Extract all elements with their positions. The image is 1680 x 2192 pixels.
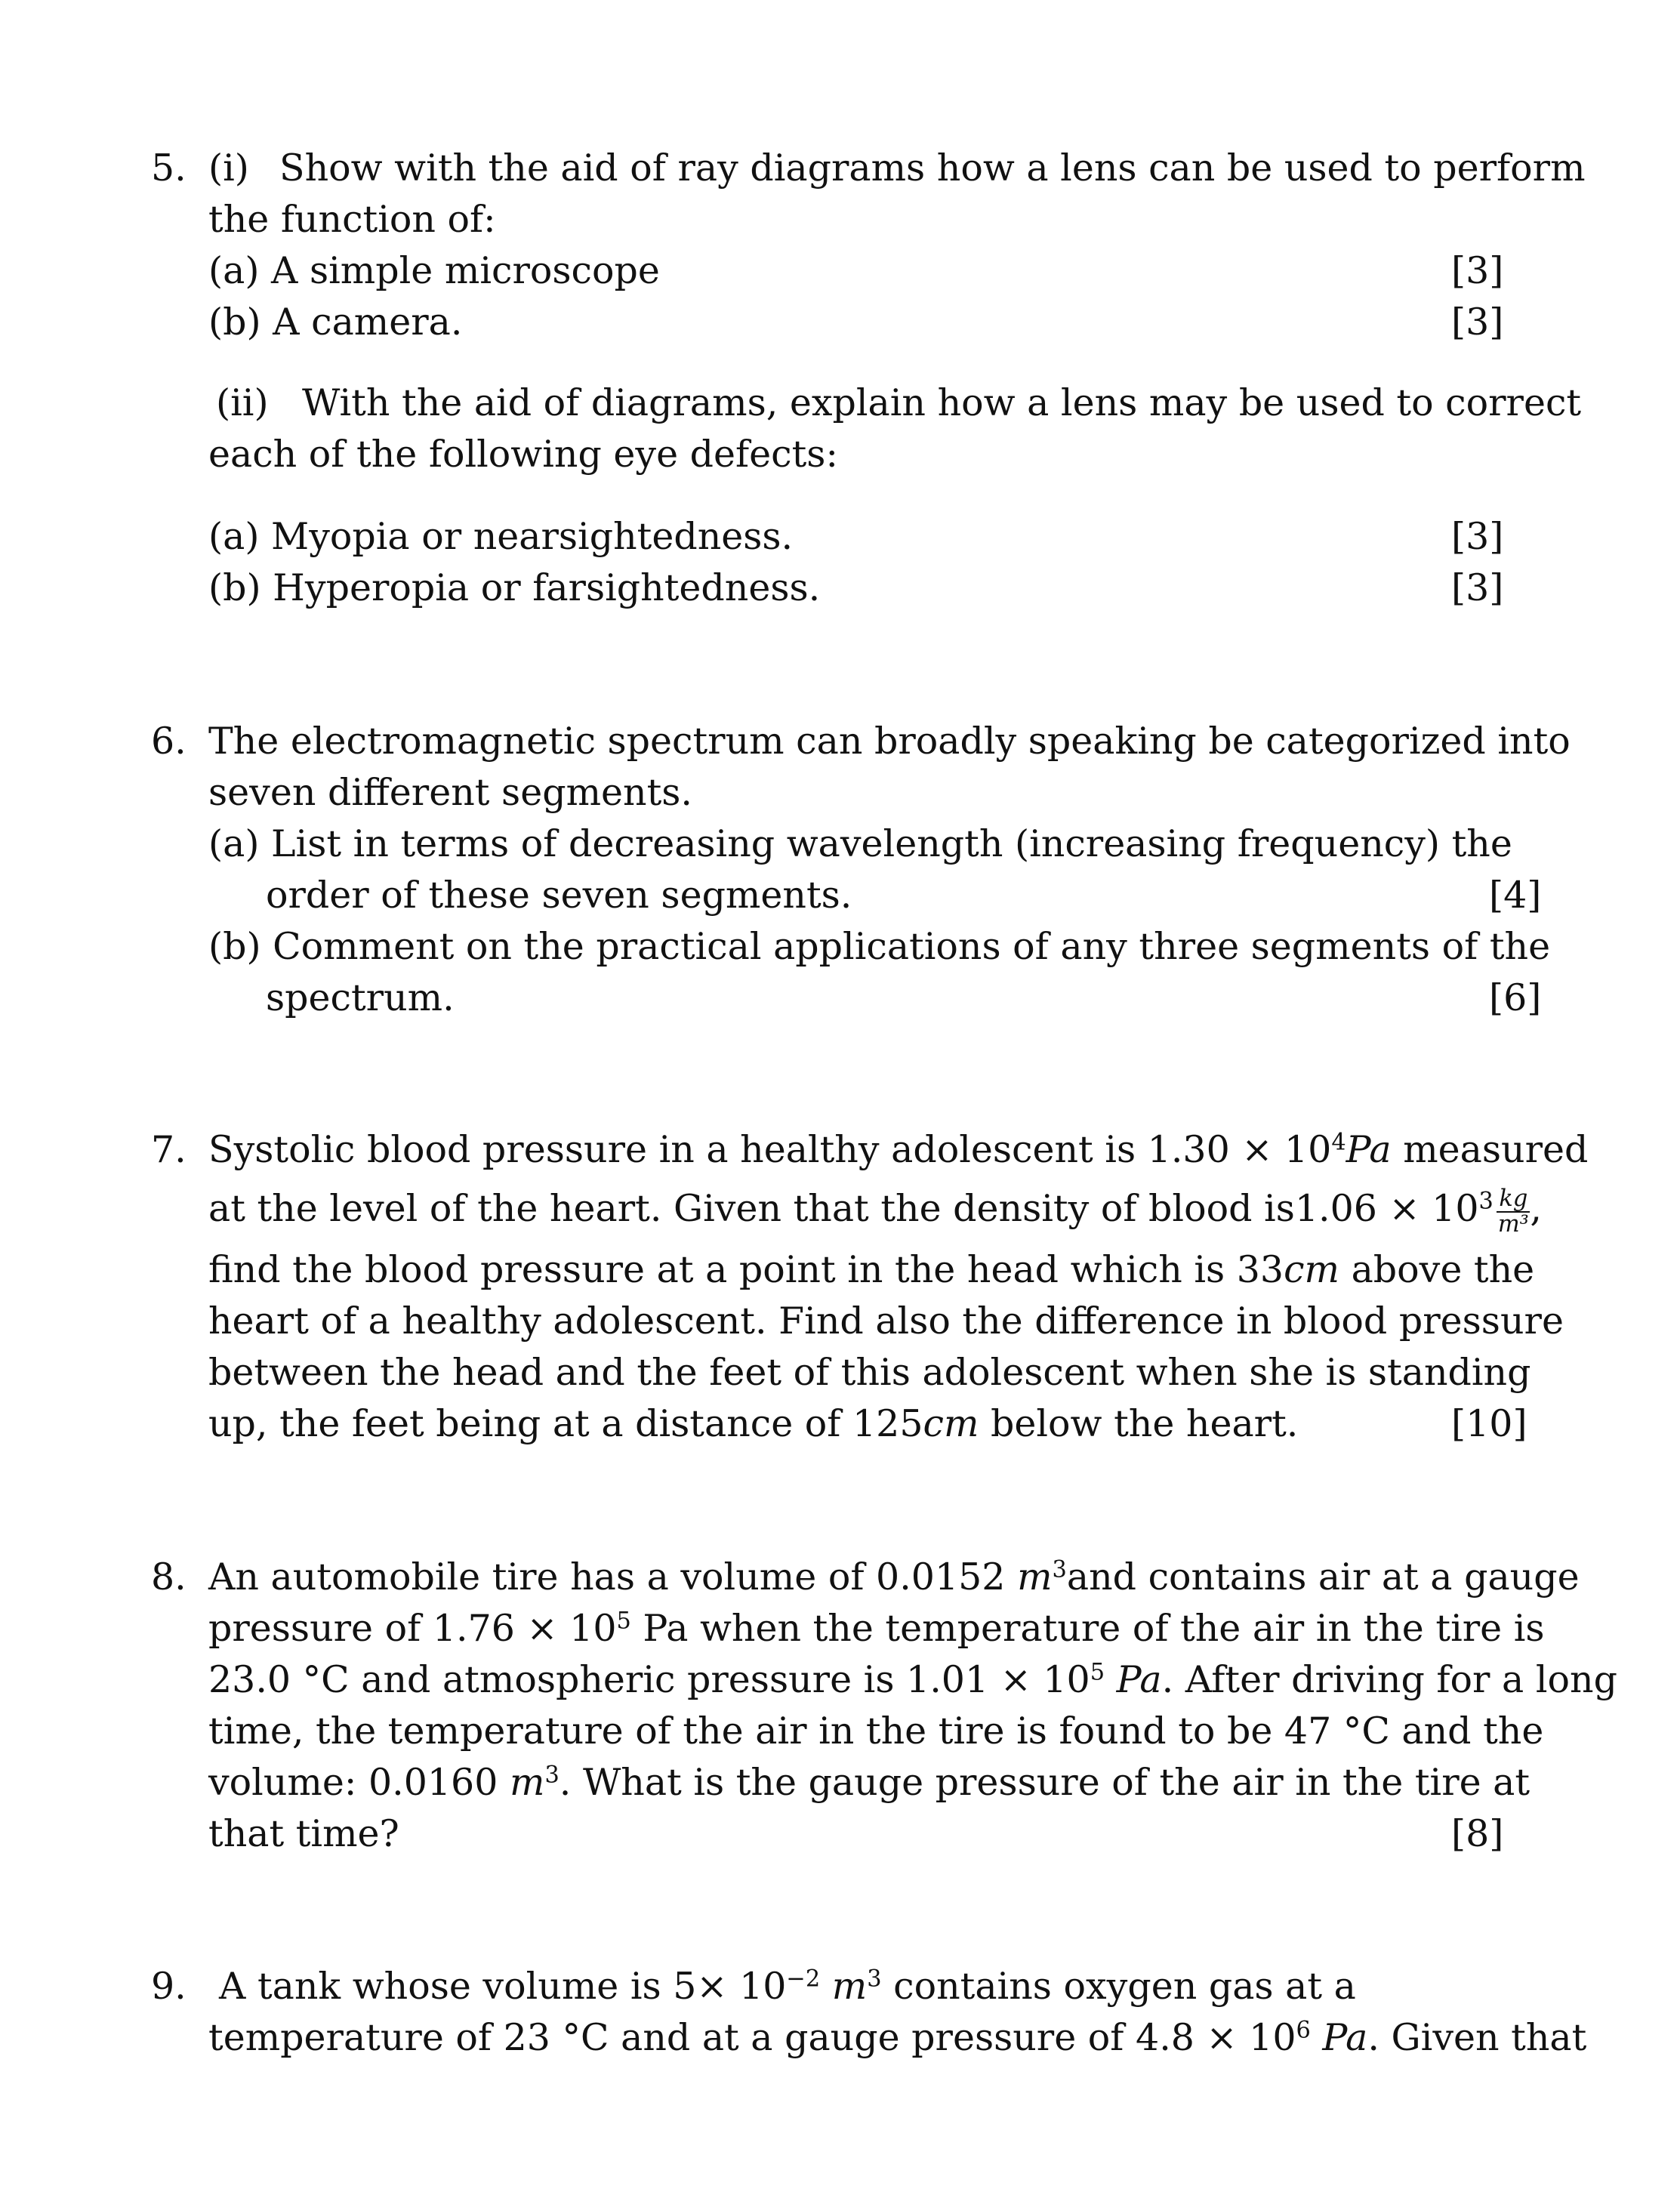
q6-b-mark: [6] xyxy=(1489,976,1542,1019)
q9-l1-exp: −2 xyxy=(786,1965,821,1993)
q9-l1-post: contains oxygen gas at a xyxy=(881,1965,1356,2008)
q7-l1-pre: Systolic blood pressure in a healthy adolescent is 1.30 × 10 xyxy=(208,1128,1332,1171)
q7-l2-pre: at the level of the heart. Given that the density of blood is1.06 × 10 xyxy=(208,1187,1479,1230)
q7-line6 xyxy=(208,1401,1298,1447)
q5-b2: (b) Hyperopia or farsightedness. xyxy=(208,566,821,609)
q5-b1: (b) A camera. xyxy=(208,301,463,344)
q8-l1-post: and contains air at a gauge xyxy=(1066,1555,1580,1599)
q9-l1-pre: A tank whose volume is 5× 10 xyxy=(219,1965,787,2008)
q8-l2-pre: pressure of 1.76 × 10 xyxy=(208,1607,617,1650)
q8-l5-pre: volume: 0.0160 xyxy=(208,1761,510,1804)
q9-line2 xyxy=(208,2015,1586,2061)
q6-number: 6. xyxy=(151,720,186,763)
q7-line5: between the head and the feet of this adolescent when she is standing xyxy=(208,1351,1531,1394)
q6-a-mark: [4] xyxy=(1489,874,1542,917)
q7-line1 xyxy=(208,1127,1588,1173)
q7-l6-pre: up, the feet being at a distance of 125 xyxy=(208,1402,923,1445)
q5-b1-mark: [3] xyxy=(1451,301,1504,344)
q8-l3-post: . After driving for a long xyxy=(1161,1658,1617,1701)
q6-a1: (a) List in terms of decreasing wavelength (increasing frequency) the xyxy=(208,822,1512,865)
q7-l6-unit: cm xyxy=(923,1402,979,1445)
q7-l1-post: measured xyxy=(1391,1128,1589,1171)
q7-l1-exp: 4 xyxy=(1331,1129,1346,1156)
q7-number: 7. xyxy=(151,1128,186,1171)
q9-l1-unit: m xyxy=(831,1965,868,2008)
q7-l2-post: , xyxy=(1530,1187,1542,1230)
q7-l3-unit: cm xyxy=(1284,1248,1340,1291)
q8-l1-pre: An automobile tire has a volume of 0.0152 xyxy=(208,1555,1018,1599)
q7-line2 xyxy=(208,1185,1542,1237)
q7-l2-num: kg xyxy=(1497,1187,1530,1213)
q5-b2-mark: [3] xyxy=(1451,566,1504,609)
q7-l1-unit: Pa xyxy=(1346,1128,1392,1171)
q5-a1-mark: [3] xyxy=(1451,249,1504,292)
q7-l2-exp: 3 xyxy=(1478,1188,1494,1215)
q6-b1: (b) Comment on the practical applications of any three segments of the xyxy=(208,925,1551,968)
q7-l2-den: m³ xyxy=(1497,1210,1529,1238)
q5-number: 5. xyxy=(151,146,186,190)
q7-density-unit-fraction xyxy=(1497,1187,1530,1237)
q6-text1: The electromagnetic spectrum can broadly speaking be categorized into xyxy=(208,720,1571,763)
q8-l5-exp: 3 xyxy=(544,1762,559,1789)
q8-line6: that time? xyxy=(208,1812,399,1855)
q5-part2-text: With the aid of diagrams, explain how a lens may be used to correct xyxy=(302,381,1582,424)
q8-mark: [8] xyxy=(1451,1812,1504,1855)
q7-l3-pre: find the blood pressure at a point in the head which is 33 xyxy=(208,1248,1284,1291)
q9-line1 xyxy=(219,1963,1356,2010)
q7-l6-post: below the heart. xyxy=(979,1402,1299,1445)
q8-l3-exp: 5 xyxy=(1090,1659,1105,1686)
q6-b2: spectrum. xyxy=(266,976,455,1019)
q6-text2: seven different segments. xyxy=(208,771,692,814)
q8-l2-exp: 5 xyxy=(616,1608,631,1635)
q8-line1 xyxy=(208,1554,1580,1601)
q5-part1-label: (i) xyxy=(208,146,249,190)
q7-l3-post: above the xyxy=(1339,1248,1535,1291)
q9-l2-pre: temperature of 23 °C and at a gauge pressure of 4.8 × 10 xyxy=(208,2016,1296,2059)
q5-a2-mark: [3] xyxy=(1451,515,1504,558)
q7-line4: heart of a healthy adolescent. Find also the difference in blood pressure xyxy=(208,1299,1564,1343)
q8-line5 xyxy=(208,1759,1530,1806)
q8-line4: time, the temperature of the air in the tire is found to be 47 °C and the xyxy=(208,1710,1544,1753)
q6-a2: order of these seven segments. xyxy=(266,874,852,917)
q9-number: 9. xyxy=(151,1965,186,2008)
q7-mark: [10] xyxy=(1451,1402,1527,1445)
q8-l5-unit: m xyxy=(510,1761,545,1804)
q8-line2 xyxy=(208,1605,1545,1652)
q8-l1-exp: 3 xyxy=(1052,1556,1067,1583)
q8-line3 xyxy=(208,1657,1617,1703)
q9-l2-post: . Given that xyxy=(1367,2016,1587,2059)
q5-a2: (a) Myopia or nearsightedness. xyxy=(208,515,794,558)
q5-a1: (a) A simple microscope xyxy=(208,249,660,292)
q9-l2-unit: Pa xyxy=(1322,2016,1368,2059)
q7-line3 xyxy=(208,1247,1534,1293)
q9-l2-exp: 6 xyxy=(1296,2017,1311,2044)
q5-part2-label: (ii) xyxy=(216,381,269,424)
q8-l2-post: Pa when the temperature of the air in the tire is xyxy=(630,1607,1545,1650)
q5-part1-text2: the function of: xyxy=(208,198,496,241)
q8-l1-unit: m xyxy=(1017,1555,1053,1599)
q8-number: 8. xyxy=(151,1555,186,1599)
q9-l1-exp2: 3 xyxy=(867,1965,882,1993)
q8-l3-pre: 23.0 °C and atmospheric pressure is 1.01 × 10 xyxy=(208,1658,1090,1701)
q8-l5-post: . What is the gauge pressure of the air in the tire at xyxy=(559,1761,1530,1804)
q5-part1-text: Show with the aid of ray diagrams how a lens can be used to perform xyxy=(279,146,1586,190)
q5-part2-text2: each of the following eye defects: xyxy=(208,433,838,476)
q8-l3-unit: Pa xyxy=(1116,1658,1162,1701)
